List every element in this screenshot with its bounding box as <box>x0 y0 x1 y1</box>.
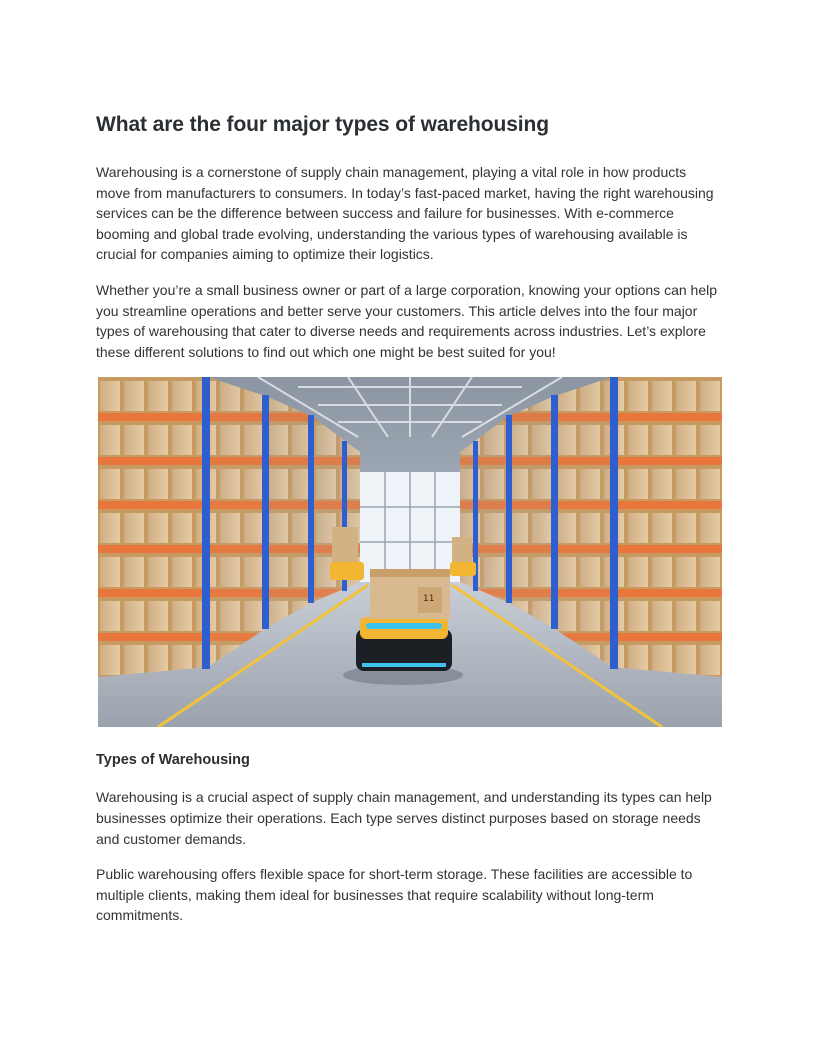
section-paragraph: Warehousing is a crucial aspect of supply chain management, and understanding its types can help businesses optimize their operations. Each type serves distinct purposes based on storage needs and customer demands. <box>96 789 712 847</box>
intro-paragraph: Warehousing is a cornerstone of supply chain management, playing a vital role in how products move from manufacturers to consumers. In today’s fast-paced market, having the right warehousing services can be the difference between success and failure for businesses. With e-commerce booming and global trade evolving, understanding the various types of warehousing available is crucial for companies aiming to optimize their logistics. <box>96 164 714 263</box>
section-paragraph: Public warehousing offers flexible space for short-term storage. These facilities are accessible to multiple clients, making them ideal for businesses that require scalability without long-term commitments. <box>96 866 693 924</box>
article-title: What are the four major types of warehousing <box>96 113 549 136</box>
warehouse-robot-image <box>98 377 722 727</box>
intro-paragraph: Whether you’re a small business owner or part of a large corporation, knowing your options can help you streamline operations and better serve your customers. This article delves into the four major types of warehousing that cater to diverse needs and requirements across industries. Let’s explore these different solutions to find out which one might be best suited for you! <box>96 281 717 360</box>
svg-text:11: 11 <box>423 594 435 605</box>
article <box>96 110 722 941</box>
section-heading: Types of Warehousing <box>96 752 250 769</box>
